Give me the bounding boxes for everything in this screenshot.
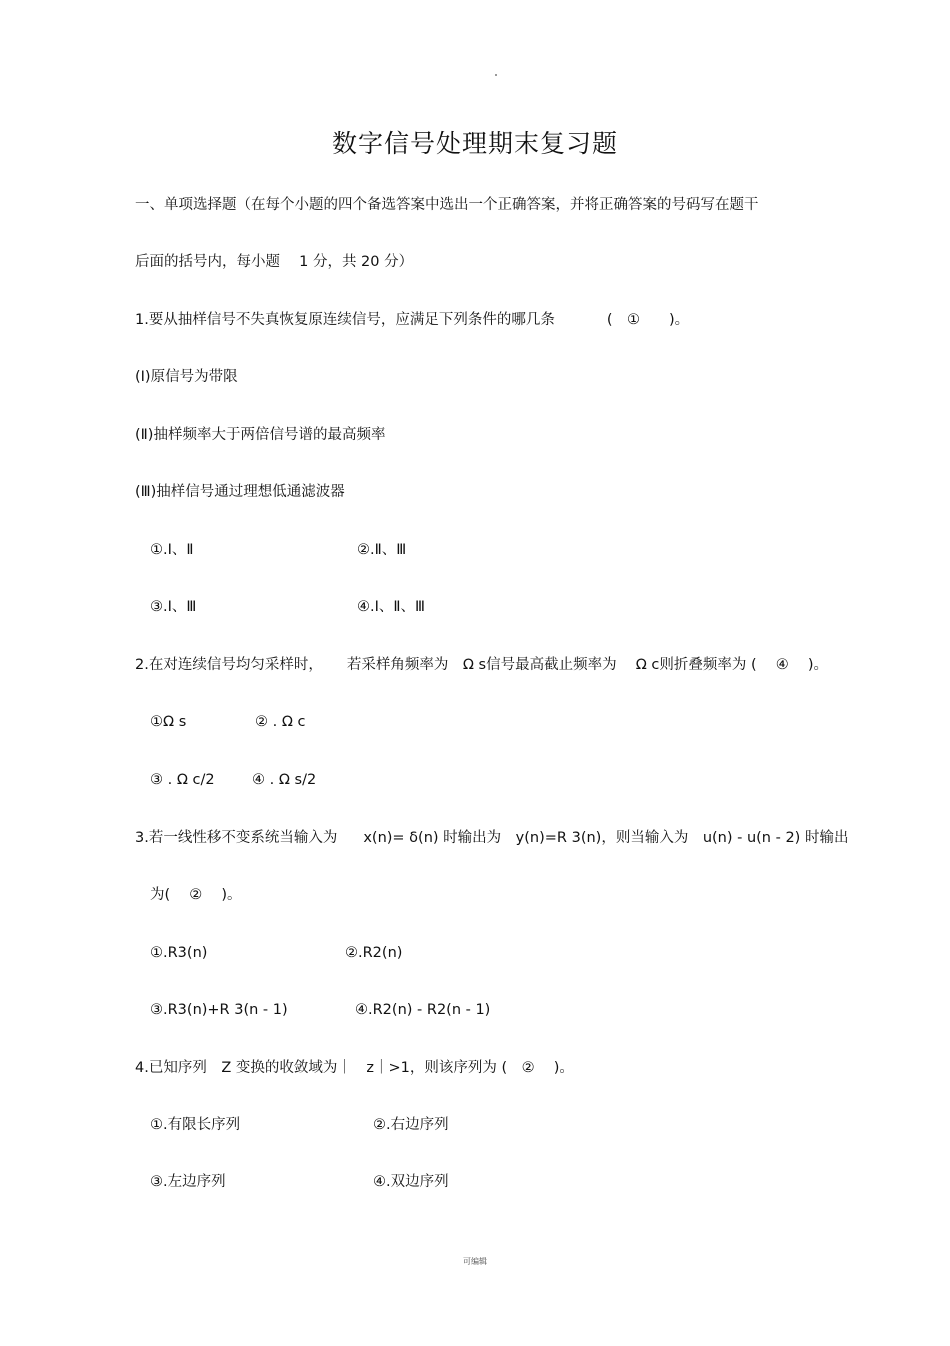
q3-option-4: ④.R2(n) - R2(n - 1): [355, 1002, 491, 1018]
q1-option-3: ③.Ⅰ、Ⅲ: [150, 599, 197, 615]
q1-condition-2: (Ⅱ)抽样频率大于两倍信号谱的最高频率: [135, 427, 386, 443]
q3-stem-b: x(n)= δ(n) 时输出为 y(n)=R 3(n)，则当输入为 u(n) - u(n - 2) 时输出: [363, 830, 849, 846]
q4-option-4: ④.双边序列: [373, 1174, 449, 1190]
q1-answer: ( ① )。: [606, 312, 690, 328]
q3-stem-c: 为( ② )。: [150, 887, 242, 903]
q1-stem-line: [135, 310, 689, 330]
q1-stem: 1.要从抽样信号不失真恢复原连续信号，应满足下列条件的哪几条: [135, 312, 555, 328]
q1-condition-3: (Ⅲ)抽样信号通过理想低通滤波器: [135, 484, 345, 500]
q4-stem: 4.已知序列 Z 变换的收敛域为｜ z｜>1，则该序列为 ( ② )。: [135, 1060, 574, 1076]
q4-option-3: ③.左边序列: [150, 1174, 226, 1190]
q2-stem-line: [135, 655, 828, 675]
q4-option-1: ①.有限长序列: [150, 1117, 241, 1133]
q4-option-2: ②.右边序列: [373, 1117, 449, 1133]
q2-stem-b: 若采样角频率为 Ω s信号最高截止频率为 Ω c则折叠频率为 ( ④ )。: [346, 657, 828, 673]
q3-option-1: ①.R3(n): [150, 945, 208, 961]
q1-option-2: ②.Ⅱ、Ⅲ: [357, 542, 407, 558]
q3-option-3: ③.R3(n)+R 3(n - 1): [150, 1002, 288, 1018]
q2-option-2: ② . Ω c: [255, 714, 306, 730]
q1-option-1: ①.Ⅰ、Ⅱ: [150, 542, 194, 558]
q2-option-4: ④ . Ω s/2: [252, 772, 317, 788]
q2-stem-a: 2.在对连续信号均匀采样时，: [135, 657, 323, 673]
page-footer: 可编辑: [463, 1257, 487, 1266]
q1-option-4: ④.Ⅰ、Ⅱ、Ⅲ: [357, 599, 426, 615]
page-title: 数字信号处理期末复习题: [331, 129, 618, 158]
q2-option-1: ①Ω s: [150, 714, 187, 730]
q1-condition-1: (Ⅰ)原信号为带限: [135, 369, 238, 385]
scan-dot: [495, 74, 497, 76]
q3-stem-line: [135, 828, 848, 848]
q3-option-2: ②.R2(n): [345, 945, 403, 961]
q2-option-3: ③ . Ω c/2: [150, 772, 215, 788]
section-heading-line1: 一、单项选择题（在每个小题的四个备选答案中选出一个正确答案，并将正确答案的号码写在题干: [135, 197, 759, 213]
q3-stem-a: 3.若一线性移不变系统当输入为: [135, 830, 338, 846]
section-heading-line2: 后面的括号内，每小题 1 分，共 20 分）: [135, 254, 414, 270]
